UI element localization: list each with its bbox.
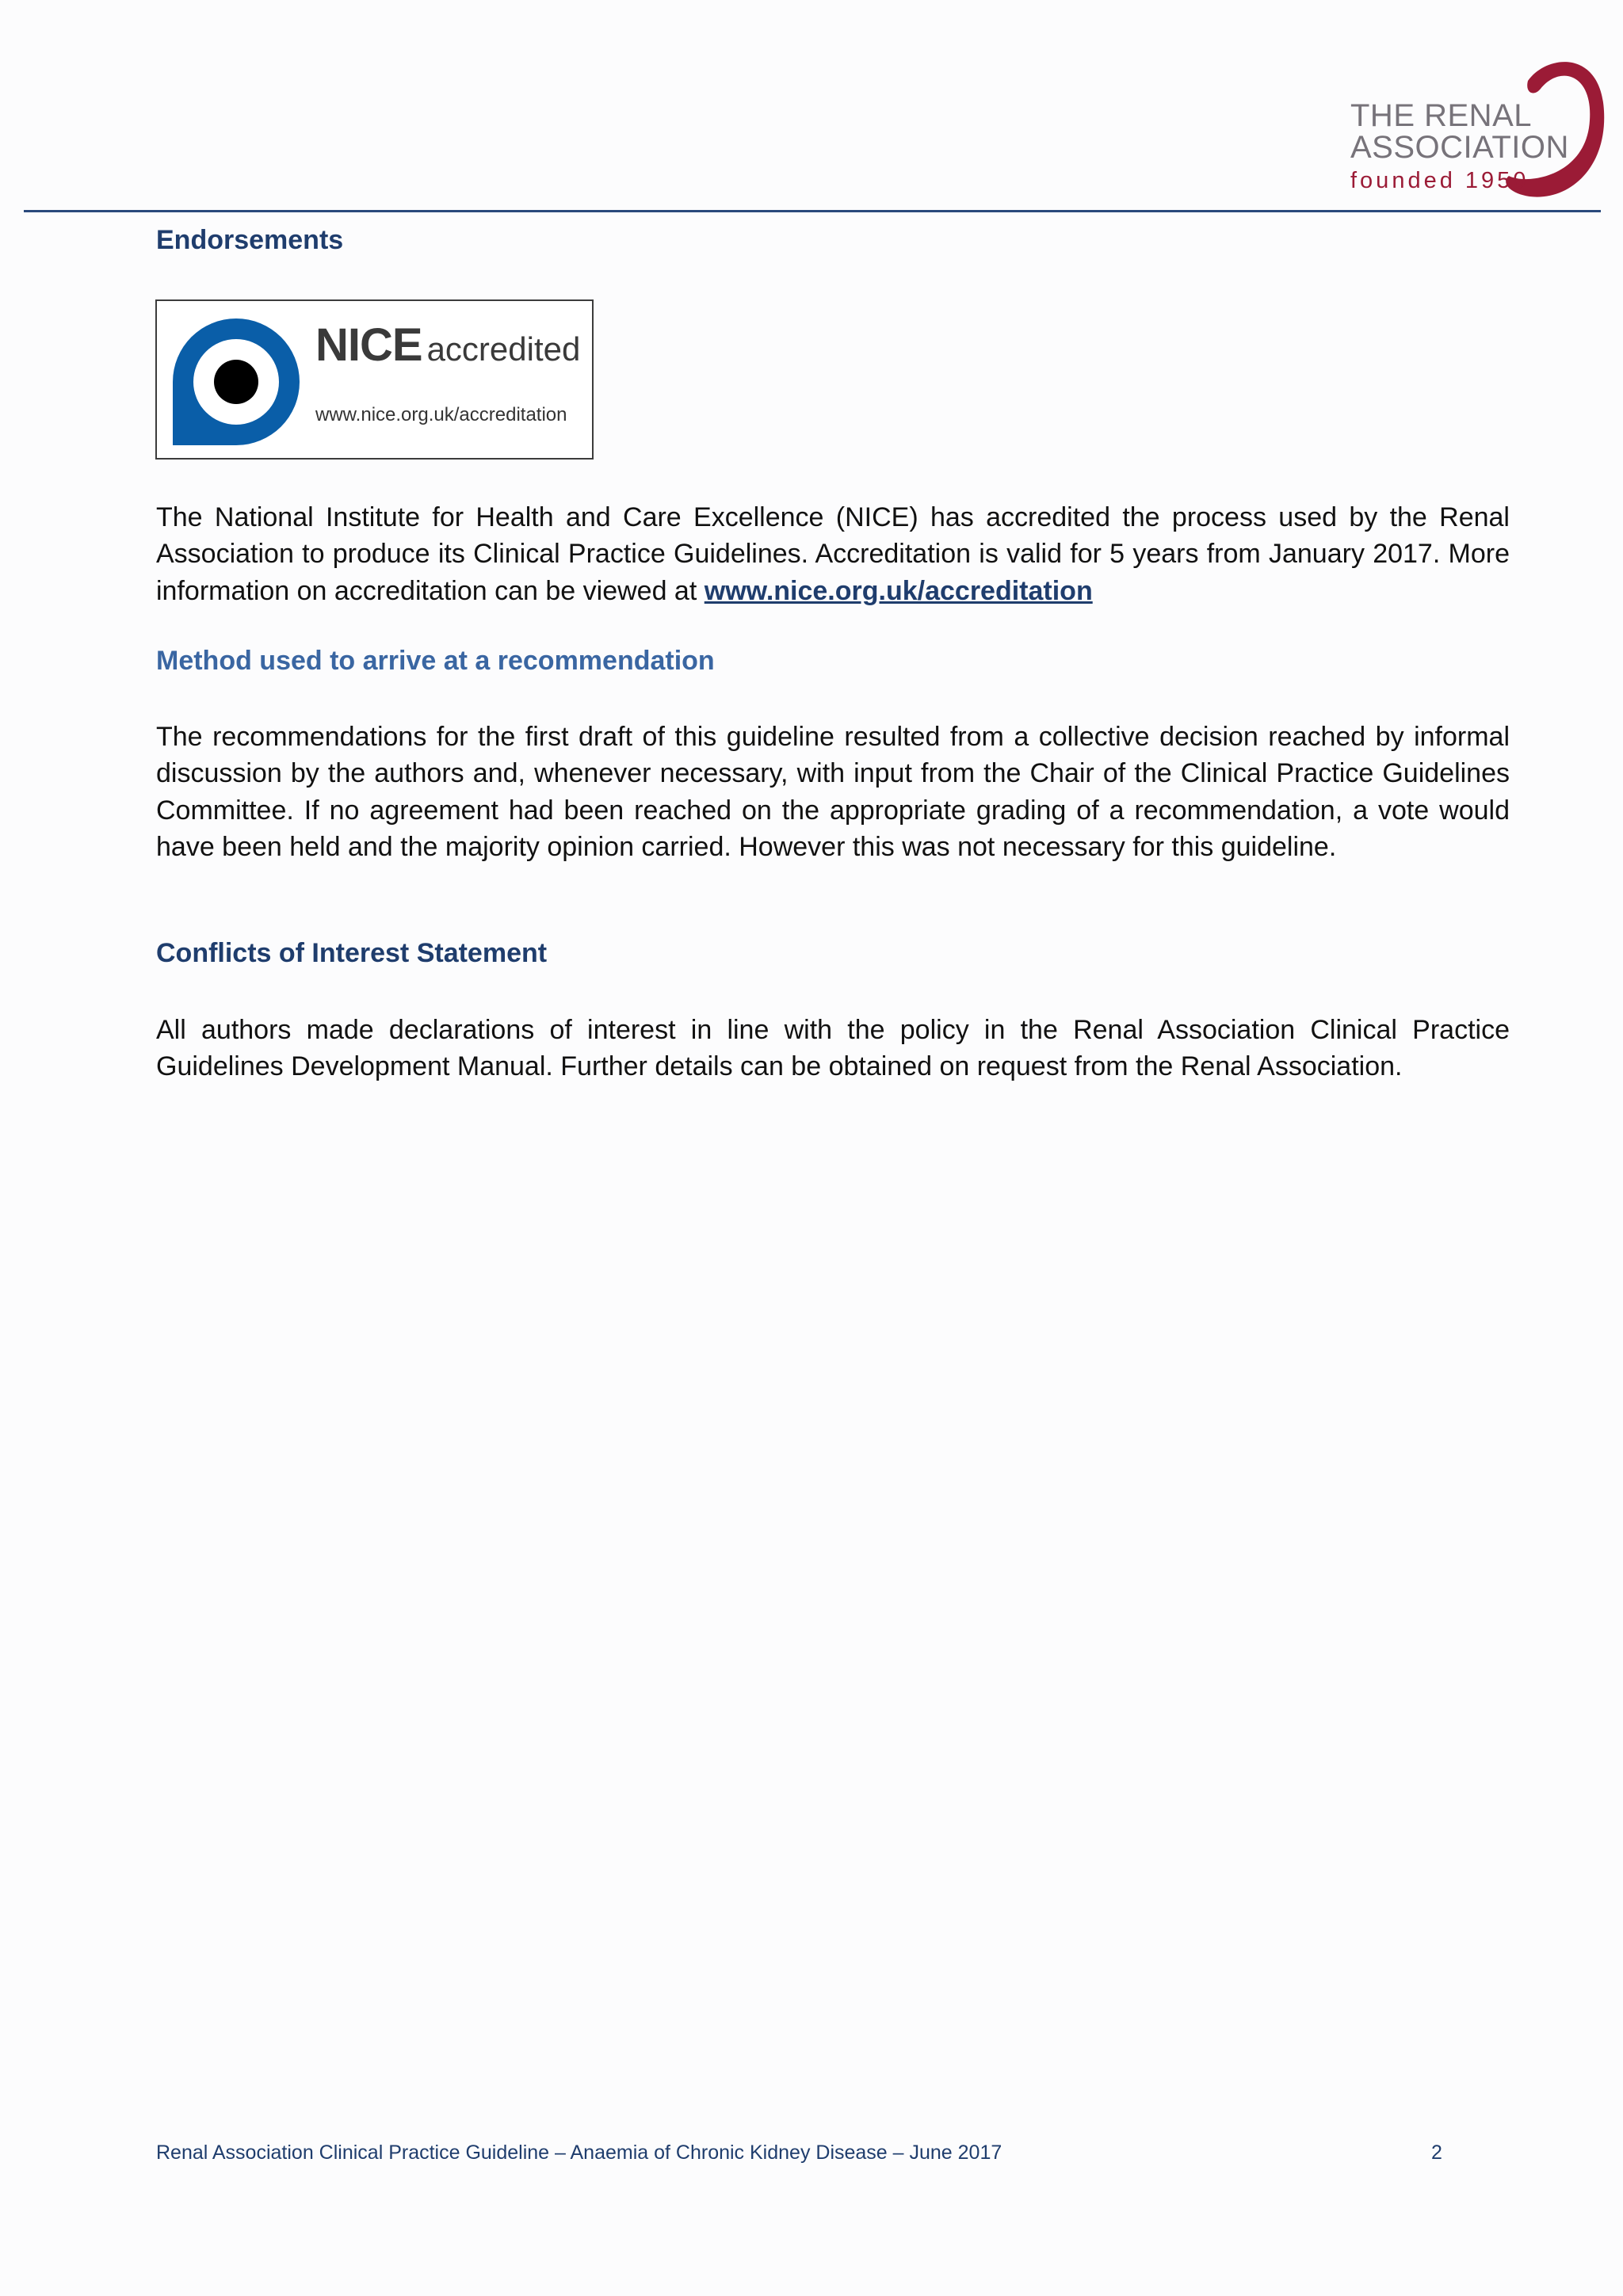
badge-title-bold: NICE	[315, 319, 422, 371]
endorsements-text: The National Institute for Health and Care Excellence (NICE) has accredited the process used by the Renal Association to produce its Clinical Practice Guidelines. Accreditation is valid for 5 years from January 2017. More information on accreditation can be viewed at	[156, 502, 1510, 606]
logo-line-3: founded 1950	[1350, 168, 1529, 193]
conflicts-paragraph: All authors made declarations of interest in line with the policy in the Renal Association Clinical Practice Guidelines Development Manual. Further details can be obtained on request from the Renal Association.	[156, 1015, 1510, 1082]
header-divider	[24, 210, 1601, 212]
badge-url: www.nice.org.uk/accreditation	[315, 404, 567, 425]
endorsements-paragraph	[156, 499, 1510, 609]
endorsements-heading: Endorsements	[156, 225, 344, 255]
nice-accreditation-link[interactable]: www.nice.org.uk/accreditation	[704, 575, 1093, 606]
method-paragraph: The recommendations for the first draft of this guideline resulted from a collective decision reached by informal discussion by the authors and, whenever necessary, with input from the Chair of the Clinical Practice Guidelines Committee. If no agreement had been reached on the appropriate grading of a recommendation, a vote would have been held and the majority opinion carried. However this was not necessary for this guideline.	[156, 722, 1510, 863]
logo-line-1: THE RENAL	[1350, 98, 1532, 133]
conflicts-heading: Conflicts of Interest Statement	[156, 938, 548, 968]
renal-association-logo	[1339, 49, 1609, 208]
footer-title: Renal Association Clinical Practice Guideline – Anaemia of Chronic Kidney Disease – June 2017	[156, 2142, 1002, 2164]
nice-accredited-icon	[173, 318, 300, 445]
method-heading: Method used to arrive at a recommendation	[156, 646, 715, 676]
page-number: 2	[1431, 2142, 1442, 2164]
badge-title-rest: accredited	[426, 330, 581, 368]
logo-line-2: ASSOCIATION	[1350, 130, 1569, 165]
nice-accredited-badge	[155, 299, 594, 460]
badge-title	[315, 318, 580, 372]
